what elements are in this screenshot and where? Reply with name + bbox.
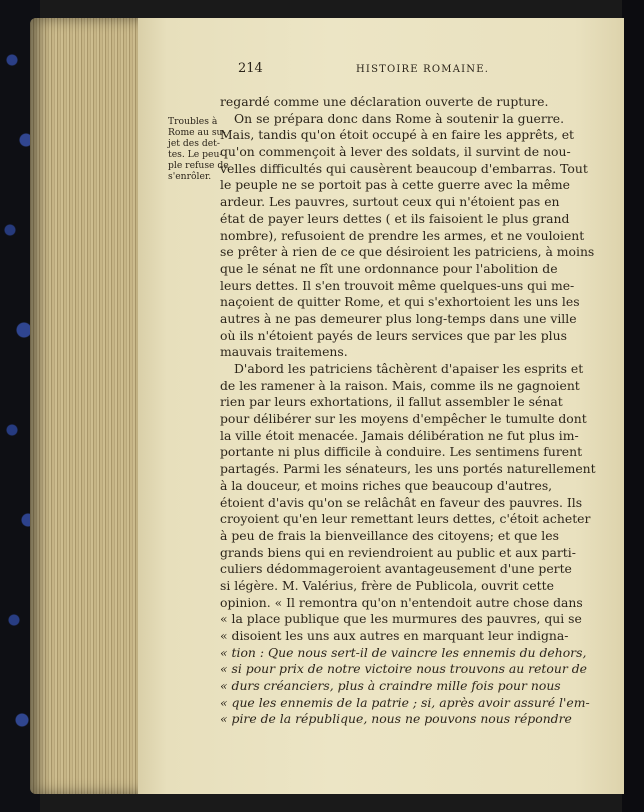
text-line: partagés. Parmi les sénateurs, les uns portés naturellement: [220, 461, 596, 477]
text-line: On se prépara donc dans Rome à soutenir la guerre.: [234, 110, 565, 126]
text-line: le peuple ne se portoit pas à cette guerre avec la même: [220, 177, 571, 193]
text-line: à peu de frais la bienveillance des citoyens; et que les: [220, 527, 559, 543]
marginal-note-line: jet des det-: [168, 138, 220, 149]
marginal-note-line: Rome au su-: [168, 127, 226, 138]
text-line: regardé comme une déclaration ouverte de rupture.: [220, 94, 549, 109]
text-line: rien par leurs exhortations, il fallut assembler le sénat: [220, 394, 563, 410]
page-number: 214: [238, 61, 263, 76]
text-line: D'abord les patriciens tâchèrent d'apaiser les esprits et: [234, 361, 584, 376]
text-line: la ville étoit menacée. Jamais délibération ne fut plus im-: [220, 427, 579, 443]
text-line: portante ni plus difficile à conduire. Les sentimens furent: [220, 444, 583, 460]
text-line: nombre), refusoient de prendre les armes, et ne vouloient: [220, 227, 585, 243]
text-line: ardeur. Les pauvres, surtout ceux qui n'étoient pas en: [220, 194, 560, 210]
marginal-note-line: s'enrôler.: [168, 171, 212, 182]
text-line: étoient d'avis qu'on se relâchât en faveur des pauvres. Ils: [220, 494, 583, 510]
body-text: [220, 94, 596, 728]
text-line: autres à ne pas demeurer plus long-temps dans une ville: [220, 310, 577, 326]
text-line: « disoient les uns aux autres en marquant leur indigna-: [220, 628, 569, 643]
text-line: « la place publique que les murmures des pauvres, qui se: [220, 611, 582, 627]
text-line: « que les ennemis de la patrie ; si, après avoir assuré l'em-: [220, 694, 590, 710]
text-line: se prêter à rien de ce que désiroient les patriciens, à moins: [220, 244, 595, 260]
text-line: leurs dettes. Il s'en trouvoit même quelques-uns qui me-: [220, 277, 575, 293]
text-line: opinion. « Il remontra qu'on n'entendoit autre chose dans: [220, 594, 583, 610]
text-line: qu'on commençoit à lever des soldats, il survint de nou-: [220, 144, 571, 160]
marginal-note-line: tes. Le peu-: [168, 149, 223, 160]
text-line: culiers dédommageroient avantageusement d'une perte: [220, 561, 572, 577]
text-line: que le sénat ne fît une ordonnance pour l'abolition de: [220, 260, 558, 276]
marginal-note-line: Troubles à: [168, 116, 218, 127]
marginal-note-line: ple refuse de: [168, 160, 229, 171]
running-title: HISTOIRE ROMAINE.: [356, 64, 490, 75]
text-line: où ils n'étoient payés de leurs services que par les plus: [220, 327, 567, 343]
text-line: « si pour prix de notre victoire nous trouvons au retour de: [220, 661, 587, 677]
text-line: pour délibérer sur les moyens d'empêcher le tumulte dont: [220, 411, 587, 427]
text-line: naçoient de quitter Rome, et qui s'exhortoient les uns les: [220, 294, 580, 310]
text-line: si légère. M. Valérius, frère de Publicola, ouvrit cette: [220, 577, 554, 593]
text-line: à la douceur, et moins riches que beaucoup d'autres,: [220, 477, 553, 493]
text-line: état de payer leurs dettes ( et ils faisoient le plus grand: [220, 210, 570, 226]
text-line: « pire de la république, nous ne pouvons nous répondre: [220, 711, 572, 727]
text-line: velles difficultés qui causèrent beaucoup d'embarras. Tout: [220, 160, 588, 176]
text-line: Mais, tandis qu'on étoit occupé à en faire les apprêts, et: [220, 127, 575, 143]
text-line: mauvais traitemens.: [220, 344, 348, 360]
text-line: « durs créanciers, plus à craindre mille fois pour nous: [220, 678, 561, 694]
book-cover-right: [622, 0, 644, 812]
text-line: grands biens qui en reviendroient au public et aux parti-: [220, 544, 576, 560]
book-page: [138, 18, 624, 794]
text-line: « tion : Que nous sert-il de vaincre les ennemis du dehors,: [220, 644, 587, 660]
page-edges: [30, 18, 140, 794]
text-line: croyoient qu'en leur remettant leurs dettes, c'étoit acheter: [220, 511, 591, 527]
text-line: de les ramener à la raison. Mais, comme ils ne gagnoient: [220, 377, 580, 393]
